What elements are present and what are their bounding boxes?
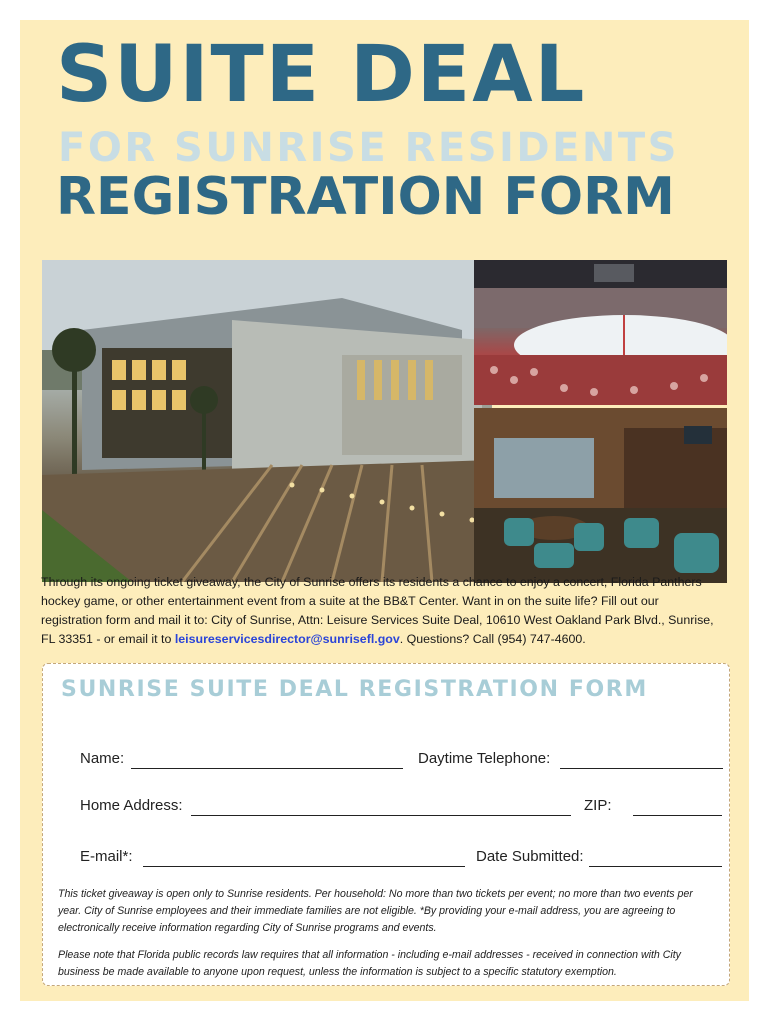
name-field[interactable] — [131, 768, 403, 769]
registration-form — [42, 663, 730, 986]
intro-text-end: . Questions? Call (954) 747-4600. — [399, 632, 586, 646]
email-link[interactable]: leisureservicesdirector@sunrisefl.gov — [174, 632, 400, 646]
date-field[interactable] — [589, 866, 722, 867]
flyer-page — [20, 20, 749, 1001]
form-title: SUNRISE SUITE DEAL REGISTRATION FORM — [61, 677, 648, 702]
zip-label: ZIP: — [584, 797, 612, 814]
arena-exterior-photo — [42, 260, 492, 582]
email-field[interactable] — [143, 866, 465, 867]
public-records-note: Please note that Florida public records law requires that all information - including e-mail addresses - received in connection with City business be made available to anyone upon request, unless the information is subject to a specific statutory exemption. — [58, 949, 681, 978]
email-label: E-mail*: — [80, 848, 133, 865]
hockey-rink-photo — [474, 260, 727, 405]
intro-paragraph — [41, 573, 721, 649]
title-registration-form: REGISTRATION FORM — [56, 167, 675, 227]
date-label: Date Submitted: — [476, 848, 584, 865]
phone-label: Daytime Telephone: — [418, 750, 551, 767]
arena-illustration — [42, 260, 492, 582]
title-suite-deal: SUITE DEAL — [56, 30, 587, 120]
intro-text: Through its ongoing ticket giveaway, the City of Sunrise offers its residents a chance to enjoy a concert, Florida Panthers hockey game, or other entertainment event from a suite at the BB&T Center. Want in on the suite life? Fill out our registration form and mail it to: City of Sunrise, Attn: Leisure Services Suite Deal, 10610 West Oakland Park Blvd., Sunrise, FL 33351 - or email it to — [41, 575, 714, 646]
address-field[interactable] — [191, 815, 571, 816]
rink-illustration — [474, 260, 727, 405]
phone-field[interactable] — [560, 768, 723, 769]
suite-illustration — [474, 408, 727, 583]
zip-field[interactable] — [633, 815, 722, 816]
name-label: Name: — [80, 750, 125, 767]
address-label: Home Address: — [80, 797, 183, 814]
subtitle-sunrise-residents: FOR SUNRISE RESIDENTS — [58, 125, 679, 171]
eligibility-disclaimer: This ticket giveaway is open only to Sunrise residents. Per household: No more than two tickets per event; no more than two events per year. City of Sunrise employees and their immediate families are not eligible. *By providing your e-mail address, you are agreeing to electronically receive information regarding City of Sunrise programs and events. — [58, 888, 693, 934]
luxury-suite-photo — [474, 408, 727, 583]
